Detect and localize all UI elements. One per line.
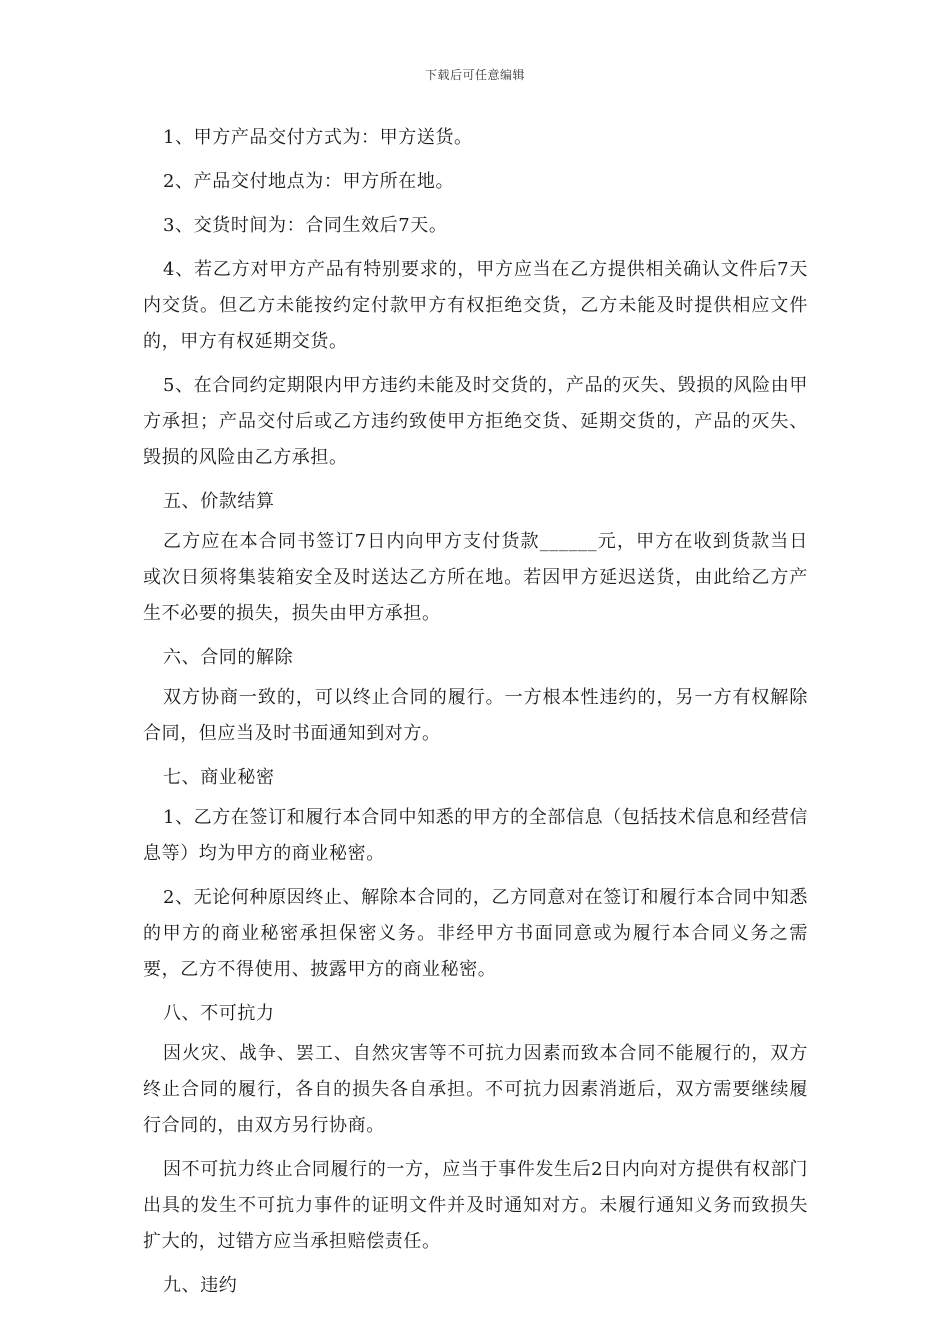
- document-body: [143, 120, 808, 1308]
- section-heading-trade-secrets: 七、商业秘密: [163, 767, 275, 788]
- clause-delivery-method: 1、甲方产品交付方式为：甲方送货。: [163, 127, 473, 148]
- clause-risk-transfer: 5、在合同约定期限内甲方违约未能及时交货的，产品的灭失、毁损的风险由甲方承担；产品交付后或乙方违约致使甲方拒绝交货、延期交货的，产品的灭失、毁损的风险由乙方承担。: [143, 375, 808, 468]
- section-heading-termination: 六、合同的解除: [163, 647, 294, 668]
- clause-delivery-time: 3、交货时间为：合同生效后7天。: [163, 215, 448, 236]
- page-header-note: 下载后可任意编辑: [424, 68, 525, 82]
- clause-force-majeure: 因火灾、战争、罢工、自然灾害等不可抗力因素而致本合同不能履行的，双方终止合同的履行，各自的损失各自承担。不可抗力因素消逝后，双方需要继续履行合同的，由双方另行协商。: [143, 1043, 808, 1136]
- clause-force-majeure-notice: 因不可抗力终止合同履行的一方，应当于事件发生后2日内向对方提供有权部门出具的发生不可抗力事件的证明文件并及时通知对方。未履行通知义务而致损失扩大的，过错方应当承担赔偿责任。: [143, 1159, 808, 1252]
- clause-special-requirements: 4、若乙方对甲方产品有特别要求的，甲方应当在乙方提供相关确认文件后7天内交货。但乙方未能按约定付款甲方有权拒绝交货，乙方未能及时提供相应文件的，甲方有权延期交货。: [143, 259, 808, 352]
- clause-termination: 双方协商一致的，可以终止合同的履行。一方根本性违约的，另一方有权解除合同，但应当及时书面通知到对方。: [143, 687, 808, 744]
- clause-trade-secrets-confidentiality: 2、无论何种原因终止、解除本合同的，乙方同意对在签订和履行本合同中知悉的甲方的商业秘密承担保密义务。非经甲方书面同意或为履行本合同义务之需要，乙方不得使用、披露甲方的商业秘密。: [143, 887, 808, 980]
- section-heading-breach: 九、违约: [163, 1275, 238, 1296]
- clause-payment: 乙方应在本合同书签订7日内向甲方支付货款______元，甲方在收到货款当日或次日须将集装箱安全及时送达乙方所在地。若因甲方延迟送货，由此给乙方产生不必要的损失，损失由甲方承担。: [143, 531, 808, 624]
- clause-delivery-location: 2、产品交付地点为：甲方所在地。: [163, 171, 455, 192]
- section-heading-force-majeure: 八、不可抗力: [163, 1003, 275, 1024]
- clause-trade-secrets-scope: 1、乙方在签订和履行本合同中知悉的甲方的全部信息（包括技术信息和经营信息等）均为甲方的商业秘密。: [143, 807, 808, 864]
- section-heading-payment: 五、价款结算: [163, 491, 275, 512]
